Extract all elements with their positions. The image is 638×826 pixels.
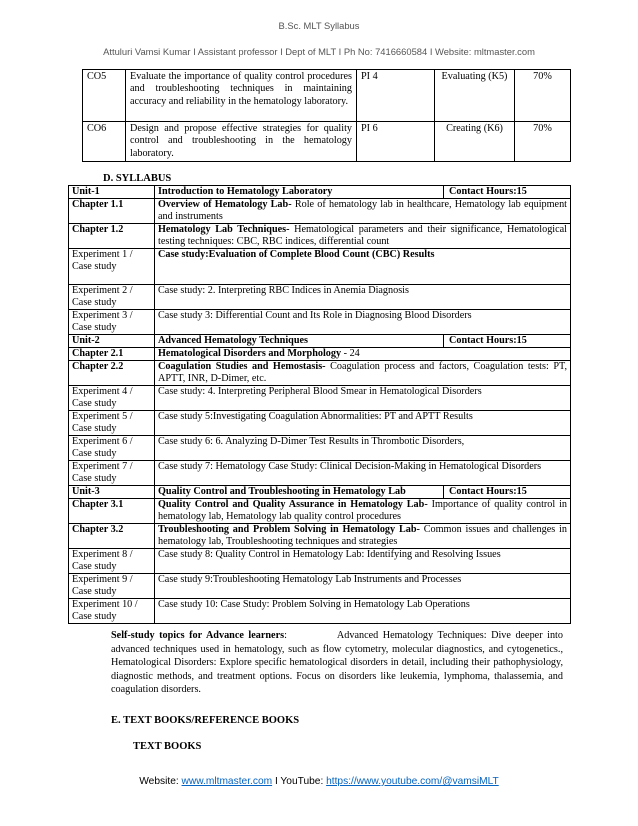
section-d-heading: D. SYLLABUS (103, 173, 172, 184)
co-level: Evaluating (K5) (435, 70, 515, 122)
experiment-label: Experiment 6 / Case study (69, 436, 155, 461)
unit-title: Advanced Hematology Techniques (158, 335, 309, 346)
co-pi: PI 6 (357, 122, 435, 162)
table-row (69, 411, 571, 436)
experiment-label: Experiment 7 / Case study (69, 461, 155, 486)
unit-label: Unit-1 (69, 186, 155, 199)
experiment-content: Case study 10: Case Study: Problem Solving in Hematology Lab Operations (155, 599, 571, 624)
experiment-content: Case study 6: 6. Analyzing D-Dimer Test Results in Thrombotic Disorders, (155, 436, 571, 461)
table-row (69, 361, 571, 386)
chapter-content: Hematological parameters and their significance, Hematological testing techniques: CBC, RBC indices, differential count (158, 224, 567, 247)
table-row (69, 348, 571, 361)
contact-hours: Contact Hours:15 (443, 486, 527, 498)
chapter-content: Coagulation process and factors, Coagulation tests: PT, APTT, INR, D-Dimer, etc. (158, 361, 567, 384)
table-row (69, 436, 571, 461)
chapter-title: Overview of Hematology Lab- (158, 199, 292, 210)
experiment-content: Case study 9:Troubleshooting Hematology Lab Instruments and Processes (155, 574, 571, 599)
experiment-label: Experiment 8 / Case study (69, 549, 155, 574)
chapter-label: Chapter 3.2 (69, 524, 155, 549)
experiment-content: Case study 3: Differential Count and Its Role in Diagnosing Blood Disorders (155, 310, 571, 335)
co-id: CO6 (83, 122, 126, 162)
table-row (69, 386, 571, 411)
experiment-label: Experiment 2 / Case study (69, 285, 155, 310)
experiment-label: Experiment 4 / Case study (69, 386, 155, 411)
header-line-2: Attuluri Vamsi Kumar I Assistant professor I Dept of MLT I Ph No: 7416660584 I Website: mltmaster.com (103, 46, 535, 57)
co-percent: 70% (515, 70, 571, 122)
contact-hours: Contact Hours:15 (443, 335, 527, 347)
chapter-label: Chapter 1.1 (69, 199, 155, 224)
chapter-label: Chapter 2.1 (69, 348, 155, 361)
table-row (69, 574, 571, 599)
syllabus-table (68, 185, 571, 624)
self-study-text: Advanced Hematology Techniques: Dive deeper into advanced techniques used in hematology, such as flow cytometry, molecular diagnostics, and cytogenetics., Hematological Disorders: Explore specific hematological disorders in detail, including their pathophysiology, diagnostic methods, and treatment options. Focus on disorders like leukemia, lymphoma, thalassemia, and coagulation disorders. (111, 630, 563, 696)
co-level: Creating (K6) (435, 122, 515, 162)
table-row (69, 486, 571, 499)
chapter-title: Coagulation Studies and Hemostasis- (158, 361, 326, 372)
experiment-content: Case study: 4. Interpreting Peripheral Blood Smear in Hematological Disorders (155, 386, 571, 411)
table-row (69, 186, 571, 199)
table-row (69, 524, 571, 549)
table-row (83, 70, 571, 122)
table-row (83, 122, 571, 162)
co-id: CO5 (83, 70, 126, 122)
chapter-content: Role of hematology lab in healthcare, Hematology lab equipment and instruments (158, 199, 567, 222)
chapter-content: Importance of quality control in hematology lab, Hematology lab quality control procedures (158, 499, 568, 522)
chapter-label: Chapter 3.1 (69, 499, 155, 524)
chapter-label: Chapter 1.2 (69, 224, 155, 249)
header-line-1: B.Sc. MLT Syllabus (278, 20, 360, 31)
experiment-content: Case study 7: Hematology Case Study: Clinical Decision-Making in Hematological Disorders (155, 461, 571, 486)
co-pi: PI 4 (357, 70, 435, 122)
experiment-label: Experiment 1 / Case study (69, 249, 155, 285)
table-row (69, 461, 571, 486)
chapter-content: - 24 (341, 348, 360, 359)
course-outcomes-table (82, 69, 571, 162)
footer: Website: www.mltmaster.com I YouTube: https://www.youtube.com/@vamsiMLT (139, 776, 499, 787)
table-row (69, 249, 571, 285)
table-row (69, 499, 571, 524)
chapter-label: Chapter 2.2 (69, 361, 155, 386)
table-row (69, 549, 571, 574)
chapter-title: Troubleshooting and Problem Solving in Hematology Lab- (158, 524, 420, 535)
table-row (69, 199, 571, 224)
co-percent: 70% (515, 122, 571, 162)
chapter-title: Hematological Disorders and Morphology (158, 348, 342, 359)
chapter-content: Common issues and challenges in hematology lab, Troubleshooting techniques and strategies (158, 524, 567, 547)
text-books-heading: TEXT BOOKS (133, 741, 202, 752)
table-row (69, 285, 571, 310)
website-link[interactable]: www.mltmaster.com (181, 776, 273, 787)
experiment-content: Case study:Evaluation of Complete Blood Count (CBC) Results (155, 249, 571, 285)
experiment-label: Experiment 5 / Case study (69, 411, 155, 436)
youtube-link[interactable]: https://www.youtube.com/@vamsiMLT (326, 776, 499, 787)
experiment-label: Experiment 10 / Case study (69, 599, 155, 624)
unit-title: Quality Control and Troubleshooting in Hematology Lab (158, 486, 406, 497)
table-row (69, 224, 571, 249)
experiment-content: Case study: 2. Interpreting RBC Indices in Anemia Diagnosis (155, 285, 571, 310)
unit-label: Unit-2 (69, 335, 155, 348)
table-row (69, 599, 571, 624)
self-study-paragraph: Self-study topics for Advance learners: Advanced Hematology Techniques: Dive deeper into advanced techniques used in hematology, such as flow cytometry, molecular diagnostics, and cytogenetics., Hematological Disorders: Explore specific hematological disorders in detail, including their pathophysiology, diagnostic methods, and treatment options. Focus on disorders like leukemia, lymphoma, thalassemia, and coagulation disorders. (111, 630, 563, 696)
contact-hours: Contact Hours:15 (443, 186, 527, 198)
table-row (69, 310, 571, 335)
chapter-title: Quality Control and Quality Assurance in Hematology Lab- (158, 499, 428, 510)
experiment-content: Case study 8: Quality Control in Hematology Lab: Identifying and Resolving Issues (155, 549, 571, 574)
experiment-label: Experiment 3 / Case study (69, 310, 155, 335)
table-row (69, 335, 571, 348)
experiment-label: Experiment 9 / Case study (69, 574, 155, 599)
co-description: Evaluate the importance of quality control procedures and troubleshooting techniques in maintaining accuracy and reliability in the hematology laboratory. (126, 70, 357, 122)
self-study-label: Self-study topics for Advance learners (111, 630, 285, 641)
experiment-content: Case study 5:Investigating Coagulation Abnormalities: PT and APTT Results (155, 411, 571, 436)
unit-title: Introduction to Hematology Laboratory (158, 186, 333, 197)
co-description: Design and propose effective strategies for quality control and troubleshooting in the hematology laboratory. (126, 122, 357, 162)
section-e-heading: E. TEXT BOOKS/REFERENCE BOOKS (111, 715, 300, 726)
unit-label: Unit-3 (69, 486, 155, 499)
chapter-title: Hematology Lab Techniques- (158, 224, 290, 235)
